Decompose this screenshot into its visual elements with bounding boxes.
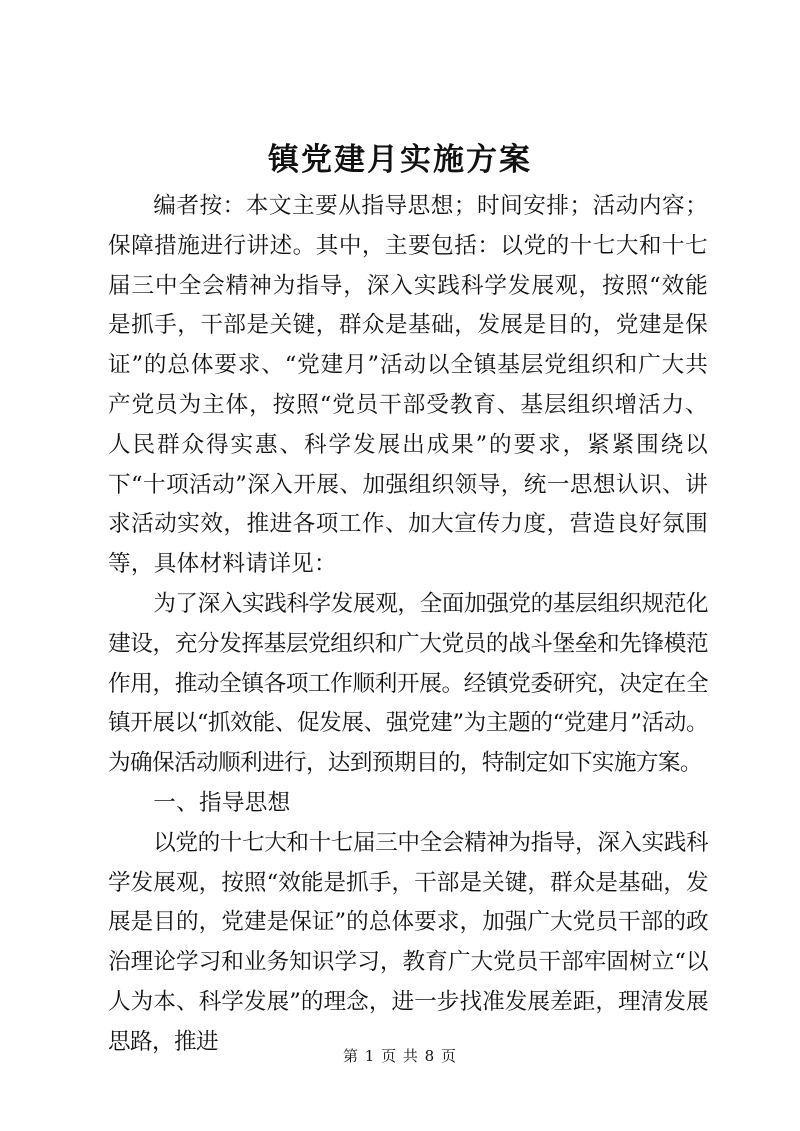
section-heading: 一、指导思想 [153, 789, 291, 816]
document-body [108, 187, 708, 1063]
editor-note-paragraph: 编者按：本文主要从指导思想；时间安排；活动内容；保障措施进行讲述。其中，主要包括：以党的十七大和十七届三中全会精神为指导，深入实践科学发展观，按照“效能是抓手，干部是关键，群众是基础，发展是目的，党建是保证”的总体要求、“党建月”活动以全镇基层党组织和广大共产党员为主体，按照“党员干部受教育、基层组织增活力、人民群众得实惠、科学发展出成果”的要求，紧紧围绕以下“十项活动”深入开展、加强组织领导，统一思想认识、讲求活动实效，推进各项工作、加大宣传力度，营造良好氛围等，具体材料请详见： [108, 193, 708, 578]
document-title: 镇党建月实施方案 [268, 142, 532, 178]
section-paragraph: 以党的十七大和十七届三中全会精神为指导，深入实践科学发展观，按照“效能是抓手，干部是关键，群众是基础，发展是目的，党建是保证”的总体要求，加强广大党员干部的政治理论学习和业务知识学习，教育广大党员干部牢固树立“以人为本、科学发展”的理念，进一步找准发展差距，理清发展思路，推进 [108, 829, 708, 1055]
page-footer: 第 1 页 共 8 页 [343, 1047, 457, 1065]
intro-paragraph: 为了深入实践科学发展观，全面加强党的基层组织规范化建设，充分发挥基层党组织和广大党员的战斗堡垒和先锋模范作用，推动全镇各项工作顺利开展。经镇党委研究，决定在全镇开展以“抓效能、促发展、强党建”为主题的“党建月”活动。为确保活动顺利进行，达到预期目的，特制定如下实施方案。 [108, 590, 708, 777]
